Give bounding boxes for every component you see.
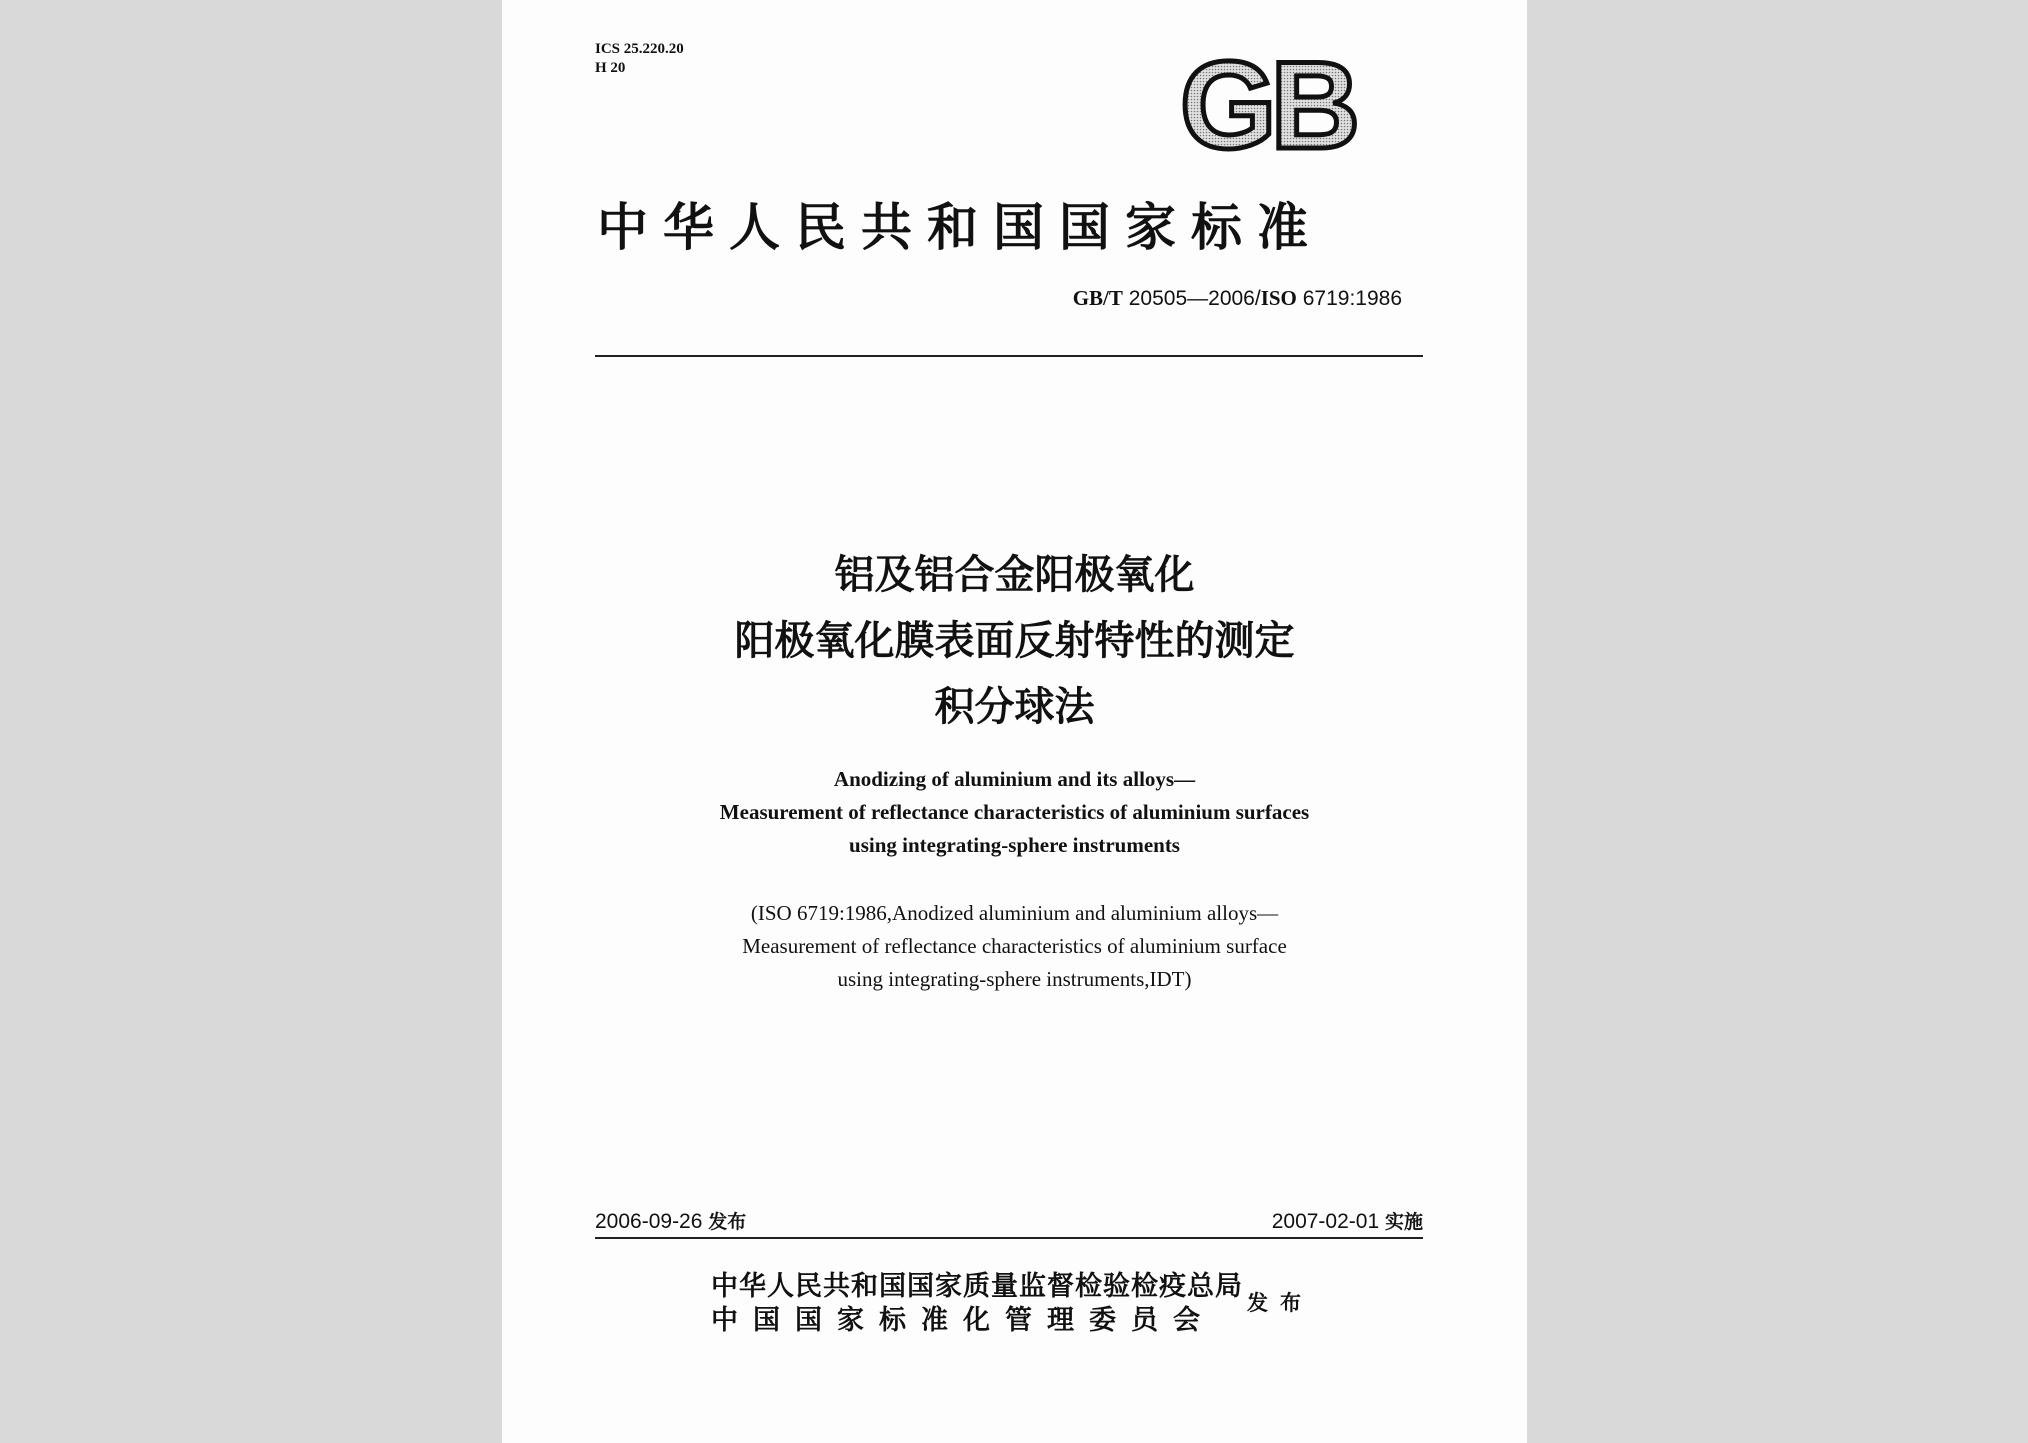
issuer-sac: 中国国家标准化管理委员会 — [711, 1305, 1215, 1336]
iso-note-line-2: Measurement of reflectance characteristics of aluminium surface — [742, 934, 1287, 958]
english-title-line-1: Anodizing of aluminium and its alloys— — [833, 767, 1196, 791]
iso-equivalence-note — [502, 897, 1527, 996]
iso-note-line-1: (ISO 6719:1986,Anodized aluminium and aluminium alloys— — [750, 901, 1279, 925]
iso-note-line-3: using integrating-sphere instruments,IDT) — [837, 967, 1192, 991]
standard-number: GB/T 20505—2006/ISO 6719:1986 — [1072, 286, 1402, 310]
date-row — [595, 1207, 1423, 1237]
header-divider — [595, 355, 1423, 357]
chinese-title — [502, 542, 1527, 740]
svg-text:GB: GB — [1180, 56, 1354, 160]
effective-date: 2007-02-01 实施 — [1271, 1210, 1423, 1233]
ics-code: ICS 25.220.20 — [595, 41, 684, 57]
english-title-line-2: Measurement of reflectance characteristics of aluminium surfaces — [719, 800, 1310, 824]
ccs-code: H 20 — [595, 60, 626, 76]
english-title — [502, 763, 1527, 862]
chinese-title-line-1: 铝及铝合金阳极氧化 — [834, 552, 1195, 598]
chinese-title-line-3: 积分球法 — [934, 684, 1095, 730]
chinese-title-line-2: 阳极氧化膜表面反射特性的测定 — [734, 618, 1295, 664]
issuing-authorities — [711, 1270, 1243, 1338]
gb-logo — [1166, 56, 1368, 160]
publish-label: 发布 — [1247, 1291, 1313, 1315]
document-page — [502, 0, 1527, 1443]
national-standard-title: 中华人民共和国国家标准 — [597, 199, 1324, 258]
issuer-aqsiq: 中华人民共和国国家质量监督检验检疫总局 — [711, 1271, 1243, 1302]
issue-date: 2006-09-26 发布 — [595, 1210, 747, 1233]
english-title-line-3: using integrating-sphere instruments — [849, 833, 1180, 857]
classification-codes — [595, 40, 684, 78]
footer-divider — [595, 1237, 1423, 1239]
